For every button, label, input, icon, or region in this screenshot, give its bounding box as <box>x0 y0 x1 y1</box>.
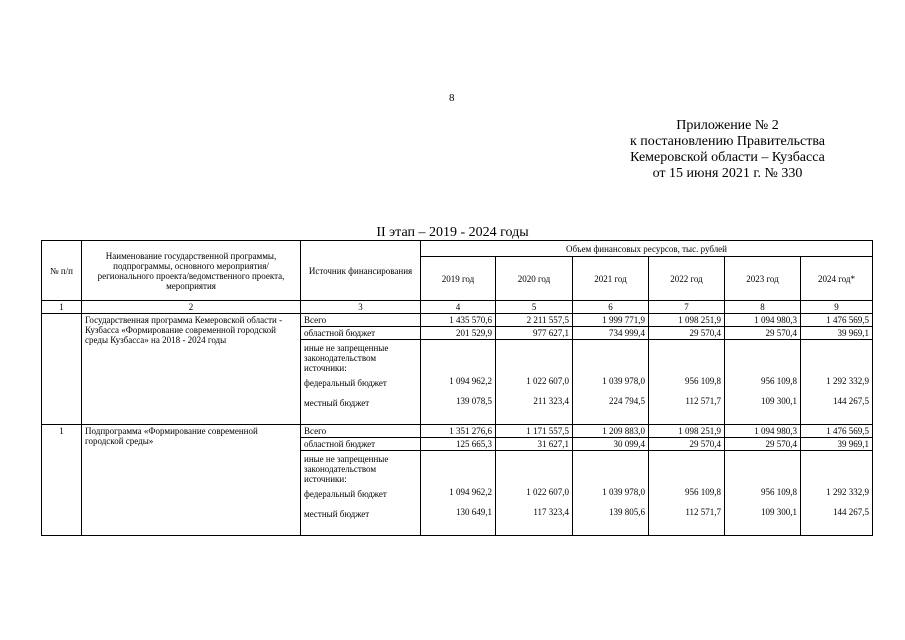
value-column <box>649 451 725 536</box>
value-column <box>649 340 725 425</box>
value-cell: 1 039 978,0 <box>602 487 645 497</box>
value-cell: 1 094 962,2 <box>449 487 492 497</box>
value-cell: 1 098 251,9 <box>649 314 725 327</box>
page-number: 8 <box>449 92 455 104</box>
col-number: 5 <box>496 301 573 314</box>
other-sources-cell <box>301 451 421 536</box>
row-num: 1 <box>42 425 82 536</box>
value-cell: 1 022 607,0 <box>526 487 569 497</box>
row-num <box>42 314 82 425</box>
value-cell: 29 570,4 <box>725 327 801 340</box>
value-cell: 224 794,5 <box>609 396 645 406</box>
header-year-2019: 2019 год <box>421 257 496 301</box>
header-volume: Объем финансовых ресурсов, тыс. рублей <box>421 241 873 257</box>
col-number: 6 <box>573 301 649 314</box>
col-number: 8 <box>725 301 801 314</box>
value-cell: 1 292 332,9 <box>826 487 869 497</box>
local-label: местный бюджет <box>304 398 370 408</box>
value-cell: 29 570,4 <box>649 438 725 451</box>
value-cell: 734 999,4 <box>573 327 649 340</box>
source-label: областной бюджет <box>301 438 421 451</box>
value-cell: 139 078,5 <box>456 396 492 406</box>
appendix-line-2: к постановлению Правительства <box>629 134 826 149</box>
local-label: местный бюджет <box>304 509 370 519</box>
value-cell: 109 300,1 <box>761 396 797 406</box>
value-cell: 201 529,9 <box>421 327 496 340</box>
value-cell: 1 098 251,9 <box>649 425 725 438</box>
header-year-2022: 2022 год <box>649 257 725 301</box>
row-name: Подпрограмма «Формирование современной городской среды» <box>82 425 301 536</box>
stage-title: II этап – 2019 - 2024 годы <box>376 225 529 240</box>
value-column <box>801 340 873 425</box>
value-cell: 956 109,8 <box>685 487 721 497</box>
table-row-programme-total <box>42 314 873 327</box>
header-year-2023: 2023 год <box>725 257 801 301</box>
value-cell: 1 094 980,3 <box>725 314 801 327</box>
col-number: 9 <box>801 301 873 314</box>
financing-table <box>41 240 873 536</box>
value-cell: 1 171 557,5 <box>496 425 573 438</box>
value-cell: 112 571,7 <box>685 507 721 517</box>
value-cell: 211 323,4 <box>533 396 569 406</box>
federal-label: федеральный бюджет <box>304 378 387 388</box>
value-cell: 125 665,3 <box>421 438 496 451</box>
col-number: 7 <box>649 301 725 314</box>
value-cell: 956 109,8 <box>761 487 797 497</box>
value-cell: 1 039 978,0 <box>602 376 645 386</box>
value-column <box>496 451 573 536</box>
value-cell: 1 094 980,3 <box>725 425 801 438</box>
value-cell: 1 476 569,5 <box>801 314 873 327</box>
value-column <box>801 451 873 536</box>
value-cell: 29 570,4 <box>649 327 725 340</box>
value-cell: 1 022 607,0 <box>526 376 569 386</box>
header-name: Наименование государственной программы, подпрограммы, основного мероприятия/регионального проекта/ведомственного проекта, мероприятия <box>82 241 301 301</box>
value-cell: 1 094 962,2 <box>449 376 492 386</box>
value-column <box>421 451 496 536</box>
header-source: Источник финансирования <box>301 241 421 301</box>
value-cell: 139 805,6 <box>609 507 645 517</box>
value-cell: 1 209 883,0 <box>573 425 649 438</box>
value-column <box>573 340 649 425</box>
value-cell: 1 351 276,6 <box>421 425 496 438</box>
value-cell: 1 476 569,5 <box>801 425 873 438</box>
value-cell: 1 292 332,9 <box>826 376 869 386</box>
col-number: 2 <box>82 301 301 314</box>
value-cell: 144 267,5 <box>833 396 869 406</box>
header-year-2020: 2020 год <box>496 257 573 301</box>
col-number: 1 <box>42 301 82 314</box>
col-number: 3 <box>301 301 421 314</box>
table-row-subprogramme-total <box>42 425 873 438</box>
col-number: 4 <box>421 301 496 314</box>
header-year-2021: 2021 год <box>573 257 649 301</box>
value-cell: 1 435 570,6 <box>421 314 496 327</box>
value-cell: 144 267,5 <box>833 507 869 517</box>
value-cell: 39 969,1 <box>801 327 873 340</box>
value-cell: 130 649,1 <box>456 507 492 517</box>
federal-label: федеральный бюджет <box>304 489 387 499</box>
value-cell: 977 627,1 <box>496 327 573 340</box>
value-cell: 39 969,1 <box>801 438 873 451</box>
value-cell: 2 211 557,5 <box>496 314 573 327</box>
source-label: Всего <box>301 314 421 327</box>
other-sources-label: иные не запрещенные законодательством источники: <box>304 454 389 484</box>
value-cell: 956 109,8 <box>761 376 797 386</box>
source-label: областной бюджет <box>301 327 421 340</box>
appendix-heading <box>600 118 855 182</box>
value-cell: 956 109,8 <box>685 376 721 386</box>
value-cell: 109 300,1 <box>761 507 797 517</box>
other-sources-label: иные не запрещенные законодательством источники: <box>304 343 389 373</box>
value-cell: 30 099,4 <box>573 438 649 451</box>
value-column <box>725 451 801 536</box>
other-sources-cell <box>301 340 421 425</box>
value-column <box>573 451 649 536</box>
value-column <box>725 340 801 425</box>
appendix-line-4: от 15 июня 2021 г. № 330 <box>652 166 803 181</box>
value-cell: 117 323,4 <box>533 507 569 517</box>
source-label: Всего <box>301 425 421 438</box>
value-column <box>421 340 496 425</box>
header-num: № п/п <box>42 241 82 301</box>
value-cell: 31 627,1 <box>496 438 573 451</box>
value-cell: 112 571,7 <box>685 396 721 406</box>
row-name: Государственная программа Кемеровской области - Кузбасса «Формирование современной городской среды Кузбасса» на 2018 - 2024 годы <box>82 314 301 425</box>
value-cell: 1 999 771,9 <box>573 314 649 327</box>
header-year-2024: 2024 год* <box>801 257 873 301</box>
appendix-line-3: Кемеровской области – Кузбасса <box>630 150 825 165</box>
appendix-line-1: Приложение № 2 <box>676 118 779 133</box>
value-cell: 29 570,4 <box>725 438 801 451</box>
value-column <box>496 340 573 425</box>
